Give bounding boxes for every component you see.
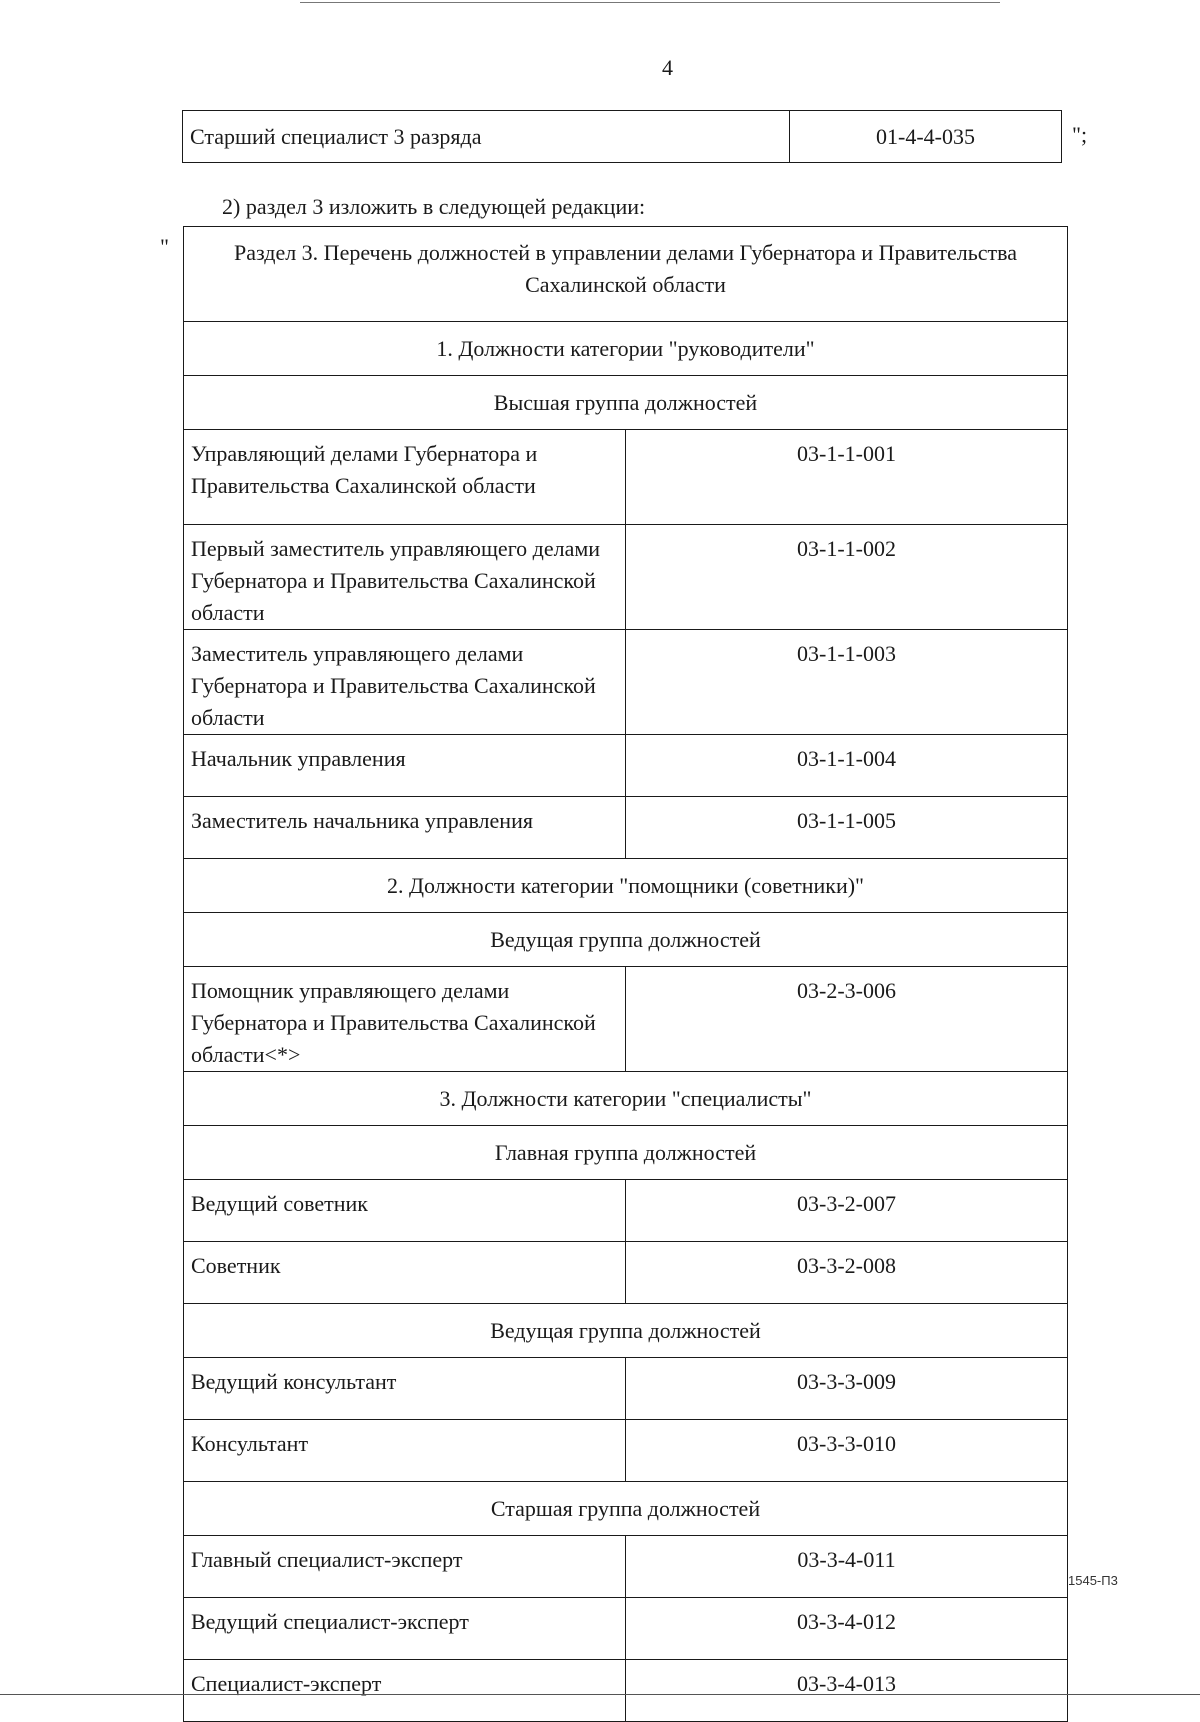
group-heading-row [184,1482,1068,1536]
position-name: Советник [184,1242,626,1304]
position-name: Ведущий консультант [184,1358,626,1420]
table-row [183,111,1062,163]
group-heading: Ведущая группа должностей [184,1304,1068,1358]
table-row [184,1536,1068,1598]
position-code: 01-4-4-035 [790,111,1062,163]
positions-table [183,226,1068,1722]
position-name: Первый заместитель управляющего делами Губернатора и Правительства Сахалинской области [184,525,626,630]
table-row [184,630,1068,735]
position-code: 03-3-4-012 [626,1598,1068,1660]
section-title: Раздел 3. Перечень должностей в управлении делами Губернатора и Правительства Сахалинской области [184,227,1068,322]
position-code: 03-3-4-013 [626,1660,1068,1722]
closing-quote: "; [1072,122,1088,147]
previous-section-table [182,110,1062,163]
table-row [184,967,1068,1072]
table-row [184,1180,1068,1242]
table-row [184,1358,1068,1420]
position-name: Главный специалист-эксперт [184,1536,626,1598]
position-code: 03-1-1-002 [626,525,1068,630]
position-name: Заместитель управляющего делами Губернатора и Правительства Сахалинской области [184,630,626,735]
position-code: 03-3-3-010 [626,1420,1068,1482]
amendment-intro: 2) раздел 3 изложить в следующей редакции: [222,194,646,219]
position-code: 03-3-3-009 [626,1358,1068,1420]
position-name: Ведущий советник [184,1180,626,1242]
category-heading-row [184,859,1068,913]
position-code: 03-3-2-008 [626,1242,1068,1304]
table-row [184,1420,1068,1482]
table-row [184,430,1068,525]
document-stamp: 1545-П3 [1068,1573,1118,1588]
group-heading: Ведущая группа должностей [184,913,1068,967]
position-name: Начальник управления [184,735,626,797]
table-row [184,797,1068,859]
group-heading-row [184,1304,1068,1358]
position-name: Специалист-эксперт [184,1660,626,1722]
category-heading: 3. Должности категории "специалисты" [184,1072,1068,1126]
position-code: 03-1-1-004 [626,735,1068,797]
group-heading-row [184,1126,1068,1180]
section-title-row [184,227,1068,322]
position-name: Консультант [184,1420,626,1482]
position-code: 03-1-1-005 [626,797,1068,859]
table-row [184,1660,1068,1722]
position-code: 03-3-4-011 [626,1536,1068,1598]
position-name: Ведущий специалист-эксперт [184,1598,626,1660]
table-row [184,1598,1068,1660]
position-code: 03-1-1-001 [626,430,1068,525]
position-name: Заместитель начальника управления [184,797,626,859]
category-heading-row [184,1072,1068,1126]
group-heading: Старшая группа должностей [184,1482,1068,1536]
table-row [184,1242,1068,1304]
category-heading: 2. Должности категории "помощники (советники)" [184,859,1068,913]
group-heading-row [184,913,1068,967]
position-name: Старший специалист 3 разряда [183,111,790,163]
position-code: 03-3-2-007 [626,1180,1068,1242]
table-row [184,525,1068,630]
top-scan-rule [300,2,1000,3]
bottom-scan-rule [0,1694,1200,1695]
position-name: Помощник управляющего делами Губернатора и Правительства Сахалинской области<*> [184,967,626,1072]
group-heading: Высшая группа должностей [184,376,1068,430]
table-row [184,735,1068,797]
page-number: 4 [662,55,673,80]
opening-quote: " [160,234,169,259]
category-heading: 1. Должности категории "руководители" [184,322,1068,376]
position-code: 03-1-1-003 [626,630,1068,735]
group-heading: Главная группа должностей [184,1126,1068,1180]
group-heading-row [184,376,1068,430]
category-heading-row [184,322,1068,376]
position-code: 03-2-3-006 [626,967,1068,1072]
position-name: Управляющий делами Губернатора и Правительства Сахалинской области [184,430,626,525]
